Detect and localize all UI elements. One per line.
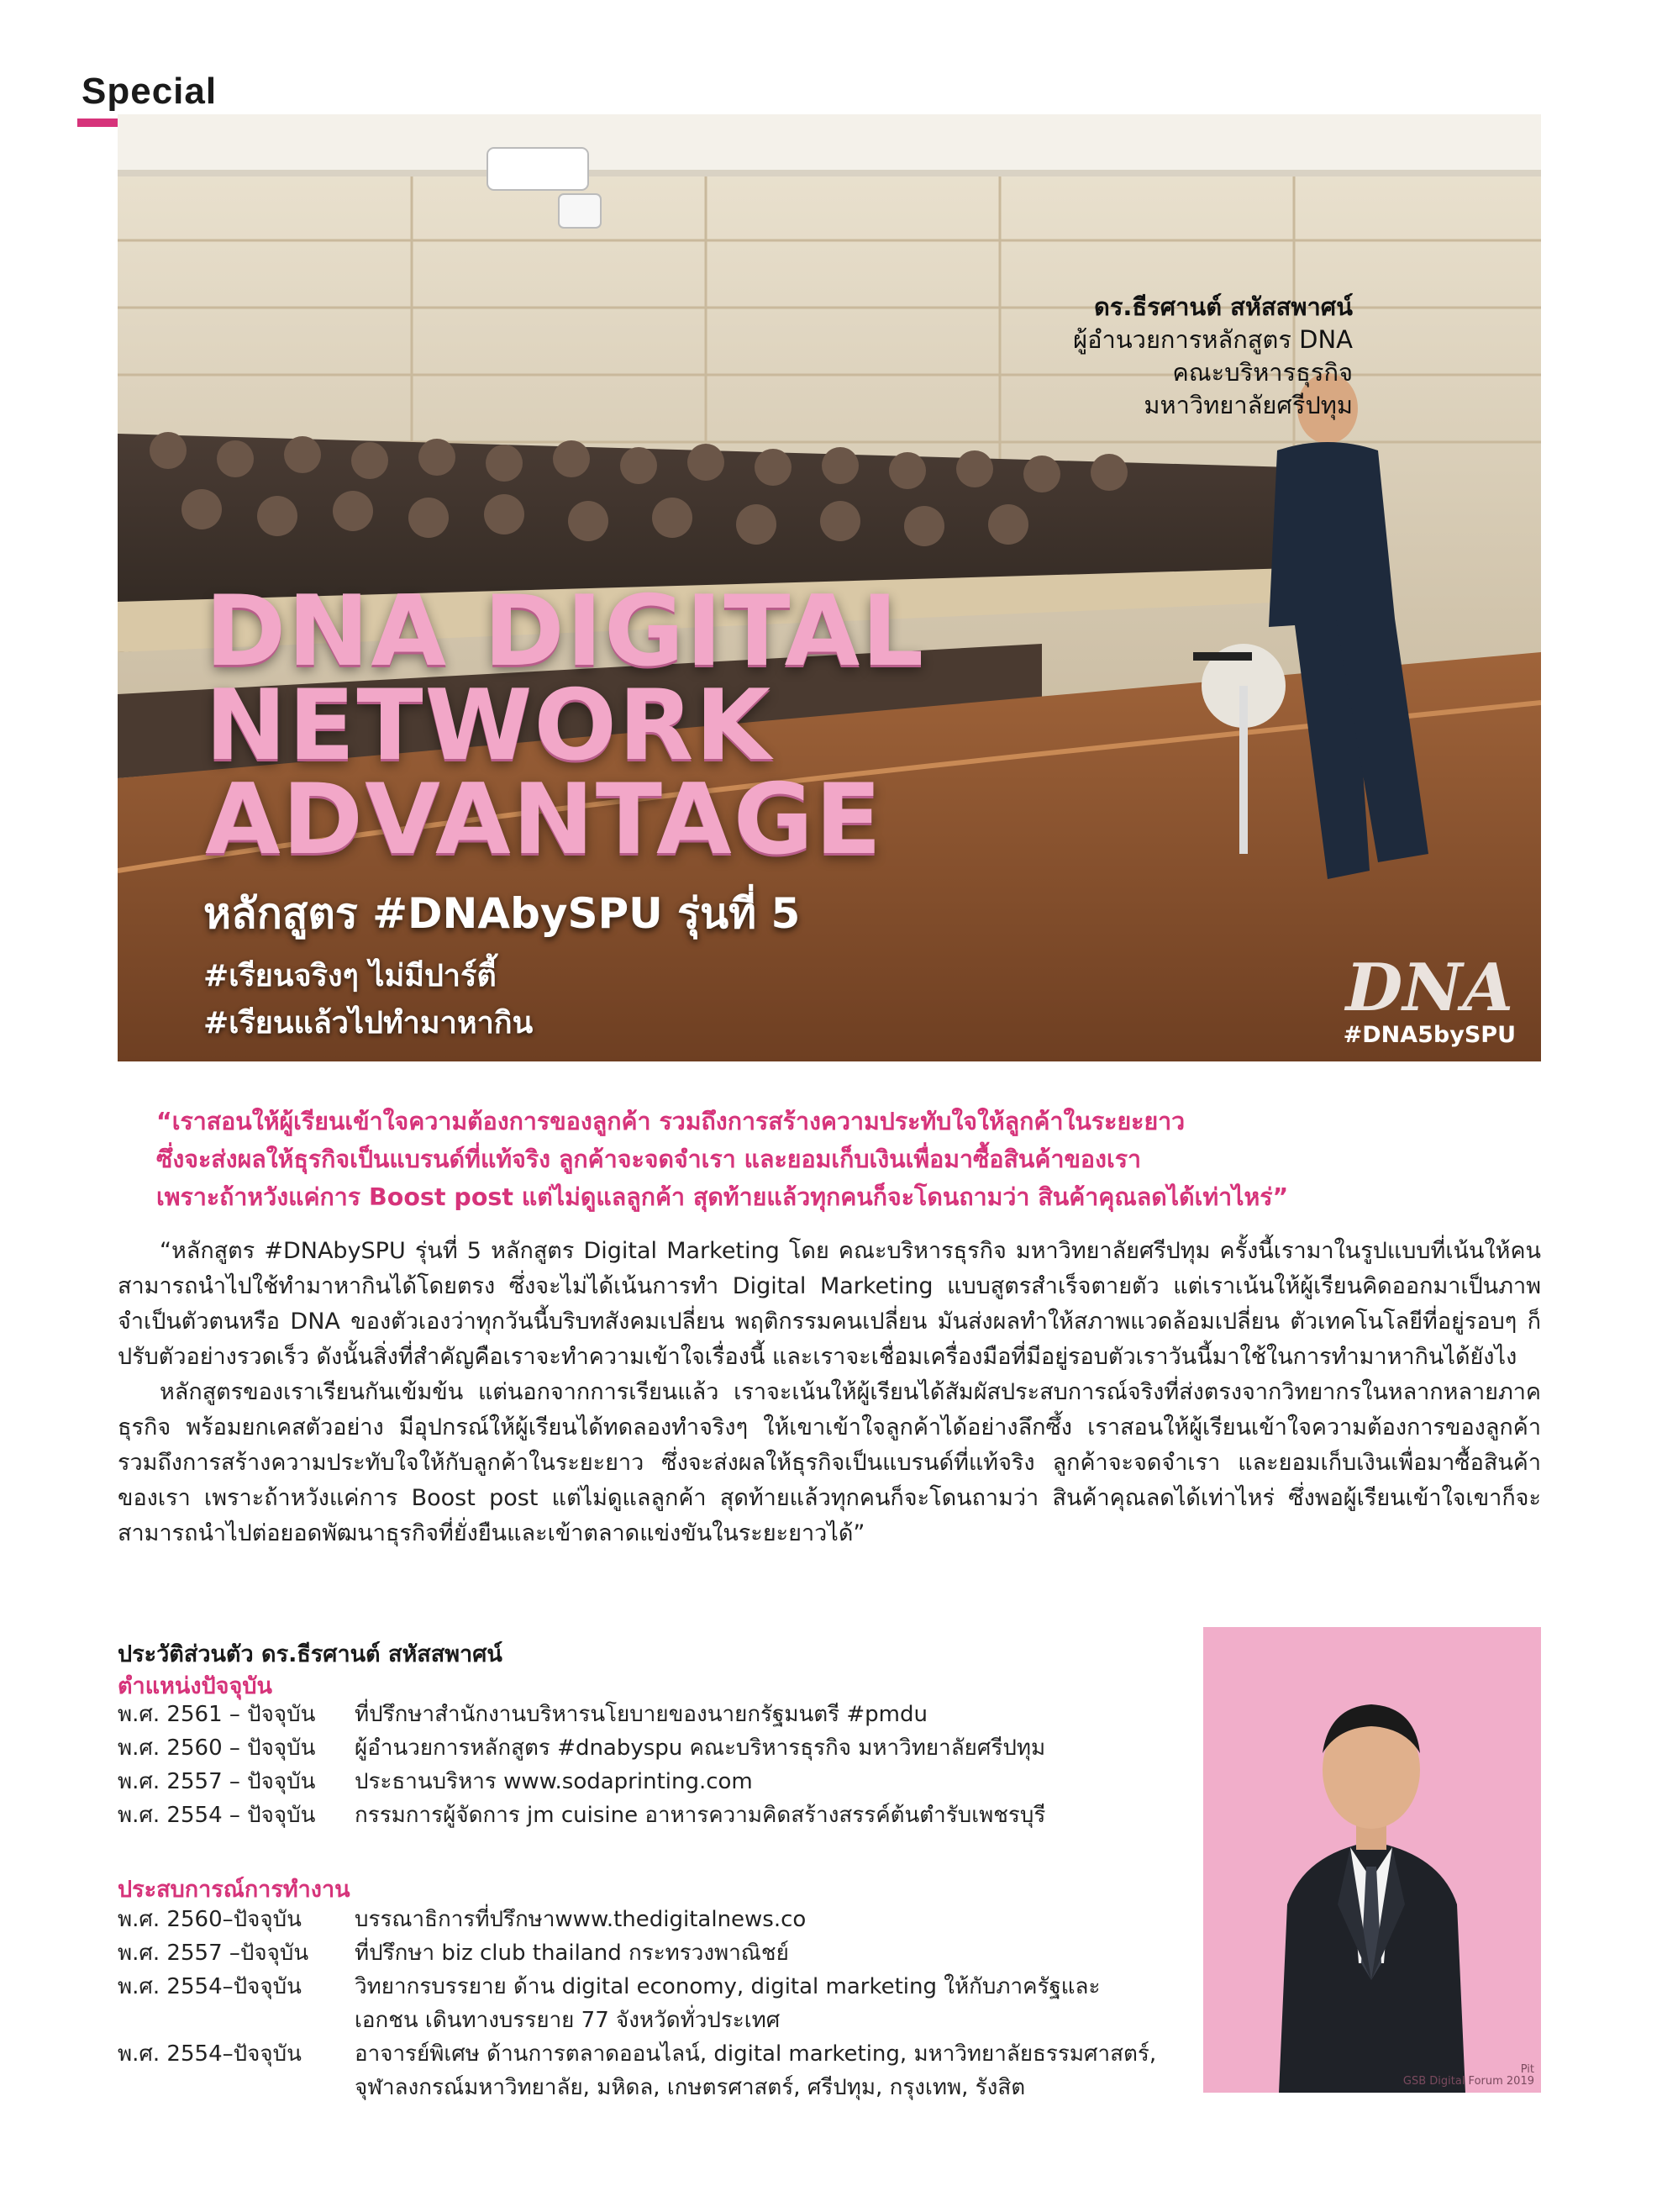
list-item-desc: วิทยากรบรรยาย ด้าน digital economy, digital marketing ให้กับภาครัฐและเอกชน เดินทางบรรยาย 77 จังหวัดทั่วประเทศ — [355, 1974, 1101, 2033]
caption-faculty: คณะบริหารธุรกิจ — [1172, 358, 1353, 387]
hashtag-2: #เรียนแล้วไปทำมาหากิน — [203, 1006, 534, 1040]
hero-title — [205, 575, 926, 877]
pull-quote — [156, 1103, 1543, 1216]
list-item-desc: ผู้อำนวยการหลักสูตร #dnabyspu คณะบริหารธุรกิจ มหาวิทยาลัยศรีปทุม — [355, 1735, 1046, 1761]
experience-heading: ประสบการณ์การทำงาน — [118, 1877, 350, 1903]
experience-list — [118, 1903, 1160, 2104]
section-label: Special — [82, 71, 218, 112]
list-item-year: พ.ศ. 2554–ปัจจุบัน — [118, 2041, 302, 2067]
list-item-desc: อาจารย์พิเศษ ด้านการตลาดออนไลน์, digital marketing, มหาวิทยาลัยธรรมศาสตร์, จุฬาลงกรณ์มหาวิทยาลัย, มหิดล, เกษตรศาสตร์, ศรีปทุม, กรุงเทพ, รังสิต — [355, 2041, 1157, 2100]
dna-logo-mark: DNA — [1345, 950, 1514, 1026]
list-item-year: พ.ศ. 2554–ปัจจุบัน — [118, 1974, 302, 1999]
current-position-list — [118, 1698, 1160, 1832]
pull-quote-line-3: เพราะถ้าหวังแค่การ Boost post แต่ไม่ดูแลลูกค้า สุดท้ายแล้วทุกคนก็จะโดนถามว่า สินค้าคุณลดได้เท่าไหร่” — [156, 1183, 1289, 1211]
list-item — [118, 1936, 1160, 1970]
list-item-year: พ.ศ. 2557 – ปัจจุบัน — [118, 1769, 316, 1794]
caption-role: ผู้อำนวยการหลักสูตร DNA — [1073, 325, 1353, 354]
portrait-footer — [1403, 2064, 1534, 2088]
list-item-desc: ที่ปรึกษาสำนักงานบริหารนโยบายของนายกรัฐมนตรี #pmdu — [355, 1702, 928, 1727]
list-item-year: พ.ศ. 2557 –ปัจจุบัน — [118, 1941, 309, 1966]
portrait-footer-event: GSB Digital Forum 2019 — [1402, 2075, 1534, 2088]
list-item — [118, 1698, 1160, 1731]
hero-title-line-1: DNA DIGITAL — [205, 575, 926, 688]
list-item — [118, 1731, 1160, 1765]
hero-photo — [118, 114, 1541, 1061]
course-name: หลักสูตร #DNAbySPU รุ่นที่ 5 — [203, 889, 801, 938]
list-item-year: พ.ศ. 2560–ปัจจุบัน — [118, 1907, 302, 1932]
body-paragraph-1: “หลักสูตร #DNAbySPU รุ่นที่ 5 หลักสูตร Digital Marketing โดย คณะบริหารธุรกิจ มหาวิทยาลัยศรีปทุม ครั้งนี้เรามาในรูปแบบที่เน้นให้คนสามารถนำไปใช้ทำมาหากินได้โดยตรง ซึ่งจะไม่ได้เน้นการทำ Digital Marketing แบบสูตรสำเร็จตายตัว แต่เราเน้นให้ผู้เรียนคิดออกมาเป็นภาพจำเป็นตัวตนหรือ DNA ของตัวเองว่าทุกวันนี้บริบทสังคมเปลี่ยน พฤติกรรมคนเปลี่ยน มันส่งผลทำให้สภาพแวดล้อมเปลี่ยน ตัวเทคโนโลยีที่อยู่รอบๆ ก็ปรับตัวอย่างรวดเร็ว ดังนั้นสิ่งที่สำคัญคือเราจะทำความเข้าใจเรื่องนี้ และเราจะเชื่อมเครื่องมือที่มีอยู่รอบตัวเราวันนี้มาใช้ในการทำมาหากินได้ยังไง — [118, 1238, 1541, 1370]
list-item — [118, 1970, 1160, 2037]
body-paragraph-2: หลักสูตรของเราเรียนกันเข้มข้น แต่นอกจากการเรียนแล้ว เราจะเน้นให้ผู้เรียนได้สัมผัสประสบการณ์จริงที่ส่งตรงจากวิทยากรในหลากหลายภาคธุรกิจ พร้อมยกเคสตัวอย่าง มีอุปกรณ์ให้ผู้เรียนได้ทดลองทำจริงๆ ให้เขาเข้าใจลูกค้าได้อย่างลึกซึ้ง เราสอนให้ผู้เรียนเข้าใจความต้องการของลูกค้า รวมถึงการสร้างความประทับใจให้กับลูกค้าในระยะยาว ซึ่งจะส่งผลให้ธุรกิจเป็นแบรนด์ที่แท้จริง ลูกค้าจะจดจำเรา และยอมเก็บเงินเพื่อมาซื้อสินค้าของเรา เพราะถ้าหวังแค่การ Boost post แต่ไม่ดูแลลูกค้า สุดท้ายแล้วทุกคนก็จะโดนถามว่า สินค้าคุณลดได้เท่าไหร่ ซึ่งพอผู้เรียนเข้าใจเขาก็จะสามารถนำไปต่อยอดพัฒนาธุรกิจที่ยั่งยืนและเข้าตลาดแข่งขันในระยะยาวได้” — [118, 1379, 1541, 1546]
dna-logo — [1343, 950, 1516, 1048]
article-body — [118, 1234, 1541, 1551]
list-item-year: พ.ศ. 2554 – ปัจจุบัน — [118, 1803, 316, 1828]
portrait-footer-mark: Pit — [1520, 2063, 1534, 2076]
list-item-desc: บรรณาธิการที่ปรึกษาwww.thedigitalnews.co — [355, 1907, 807, 1932]
list-item — [118, 2037, 1160, 2104]
caption-name: ดร.ธีรศานต์ สหัสสพาศน์ — [1094, 292, 1353, 321]
pull-quote-line-1: “เราสอนให้ผู้เรียนเข้าใจความต้องการของลูกค้า รวมถึงการสร้างความประทับใจให้ลูกค้าในระยะยาว — [156, 1108, 1186, 1135]
speaker-caption — [1073, 291, 1353, 422]
current-position-heading: ตำแหน่งปัจจุบัน — [118, 1673, 272, 1699]
list-item-year: พ.ศ. 2561 – ปัจจุบัน — [118, 1702, 316, 1727]
list-item — [118, 1765, 1160, 1799]
hashtag-1: #เรียนจริงๆ ไม่มีปาร์ตี้ — [203, 959, 497, 993]
pull-quote-line-2: ซึ่งจะส่งผลให้ธุรกิจเป็นแบรนด์ที่แท้จริง ลูกค้าจะจดจำเรา และยอมเก็บเงินเพื่อมาซื้อสินค้าของเรา — [156, 1146, 1142, 1173]
dna-logo-hashtag: #DNA5bySPU — [1343, 1022, 1516, 1048]
portrait-photo — [1203, 1627, 1541, 2093]
profile-heading: ประวัติส่วนตัว ดร.ธีรศานต์ สหัสสพาศน์ — [118, 1641, 502, 1667]
list-item-desc: ที่ปรึกษา biz club thailand กระทรวงพาณิชย์ — [355, 1941, 789, 1966]
portrait-illustration — [1203, 1627, 1541, 2093]
list-item-desc: กรรมการผู้จัดการ jm cuisine อาหารความคิดสร้างสรรค์ต้นตำรับเพชรบุรี — [355, 1803, 1046, 1828]
list-item-desc: ประธานบริหาร www.sodaprinting.com — [355, 1769, 753, 1794]
hero-title-line-3: ADVANTAGE — [205, 763, 884, 877]
list-item — [118, 1799, 1160, 1832]
list-item-year: พ.ศ. 2560 – ปัจจุบัน — [118, 1735, 316, 1761]
hero-title-line-2: NETWORK — [205, 669, 773, 782]
caption-university: มหาวิทยาลัยศรีปทุม — [1144, 391, 1353, 419]
list-item — [118, 1903, 1160, 1936]
